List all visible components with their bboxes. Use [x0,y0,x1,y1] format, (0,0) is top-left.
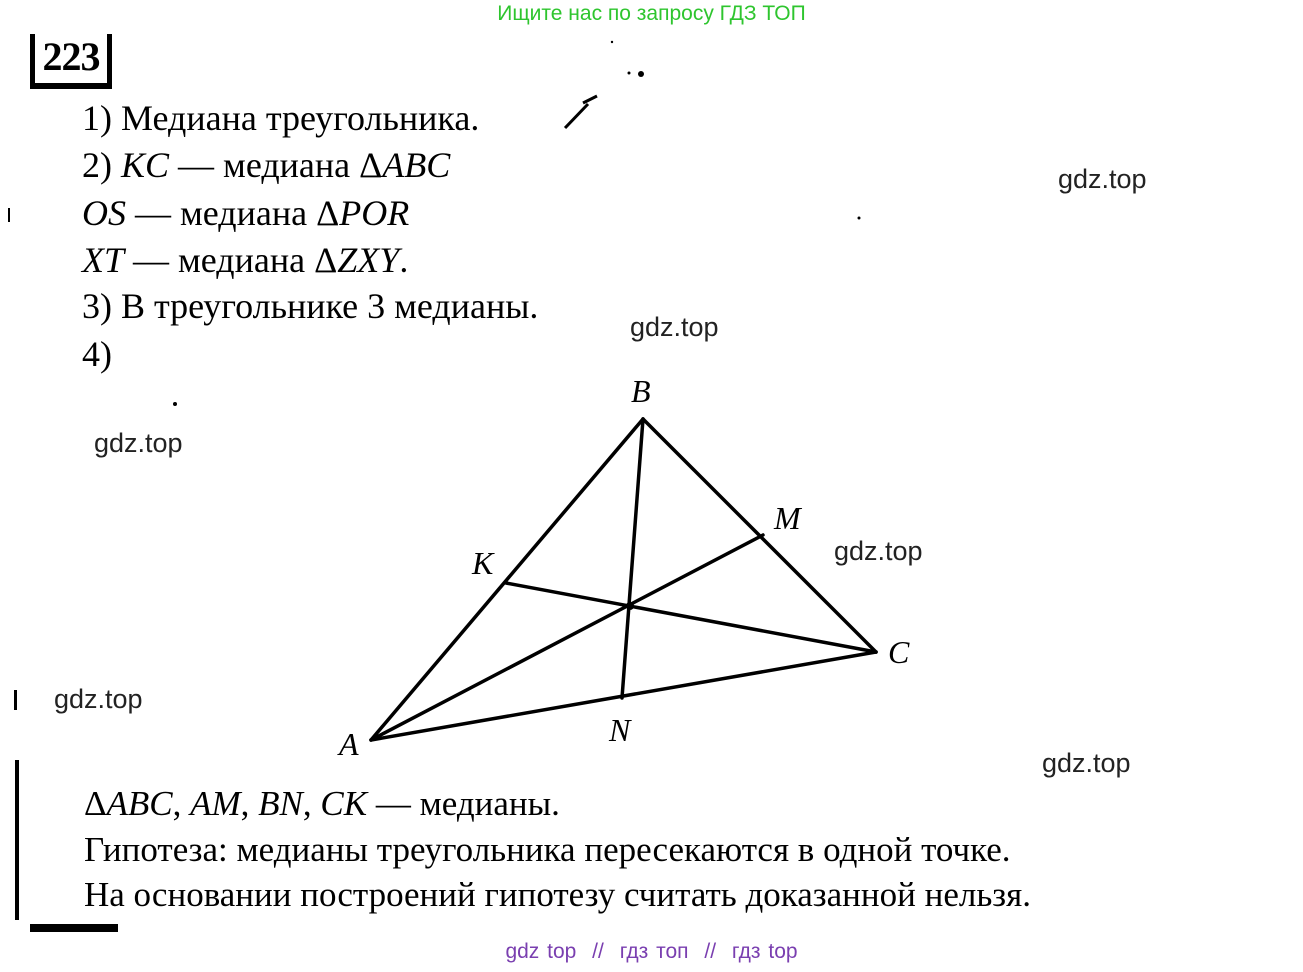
search-banner: Ищите нас по запросу ГДЗ ТОП [497,2,806,25]
scan-edge [30,924,118,932]
scan-mark [565,96,597,128]
conclusion-line-2: Гипотеза: медианы треугольника пересекаются в одной точке. [84,830,1011,869]
footer-gdz-top-mixed: гдз top [731,940,798,963]
conclusion-delta: Δ [84,784,107,823]
conclusion-triangle: ABC [106,784,173,823]
watermark: gdz.top [834,536,923,566]
item2-middle: — медиана Δ [169,145,383,185]
watermark: gdz.top [1042,748,1131,778]
conclusion-median-am: AM [190,784,241,823]
watermark: gdz.top [54,684,143,714]
scan-dot [173,402,177,406]
conclusion-line-3: На основании построений гипотезу считать доказанной нельзя. [84,875,1031,914]
conclusion-sep: , [240,784,259,823]
item4-segment: XT [82,240,125,280]
label-n: N [609,712,631,748]
conclusion-sep: , [172,784,191,823]
watermark: gdz.top [94,428,183,458]
item4-middle: — медиана Δ [124,240,338,280]
item3-segment: OS [82,193,126,233]
item2-segment: KC [121,145,170,185]
footer-gdz-top: gdz top [505,940,577,963]
centroid-point [626,602,634,610]
footer-gdz-top-ru: гдз топ [619,940,689,963]
label-a: A [339,726,359,762]
label-c: C [888,634,910,670]
scan-edge [14,690,17,710]
item3-middle: — медиана Δ [126,193,340,233]
scan-dot [638,71,644,77]
median-bn [622,419,643,698]
item4-triangle: ZXY [337,240,400,280]
scan-dot [628,72,631,75]
scan-edge [8,208,10,222]
scan-dot [611,41,613,43]
answer-item-5: 3) В треугольнике 3 медианы. [82,286,539,326]
label-k: K [472,545,494,581]
watermark: gdz.top [1058,164,1147,194]
conclusion-line-1 [84,784,560,824]
item4-end: . [399,240,409,280]
median-am [371,535,763,740]
scan-dot [858,217,861,220]
watermark: gdz.top [630,312,719,342]
problem-number: 223 [30,34,112,89]
item3-triangle: POR [339,193,410,233]
footer-separator: // [704,940,717,963]
answer-item-6: 4) [82,334,112,374]
side-ab [371,419,643,740]
item2-prefix: 2) [82,145,121,185]
label-b: B [631,373,651,409]
label-m: M [774,500,801,536]
item2-triangle: ABC [382,145,451,185]
scan-edge [15,760,19,920]
conclusion-sep: , [302,784,321,823]
answer-item-1: 1) Медиана треугольника. [82,98,480,138]
conclusion-end: — медианы. [367,784,560,823]
footer-separator: // [592,940,604,963]
conclusion-median-ck: CK [320,784,368,823]
conclusion-median-bn: BN [258,784,303,823]
footer-links [0,940,1303,964]
